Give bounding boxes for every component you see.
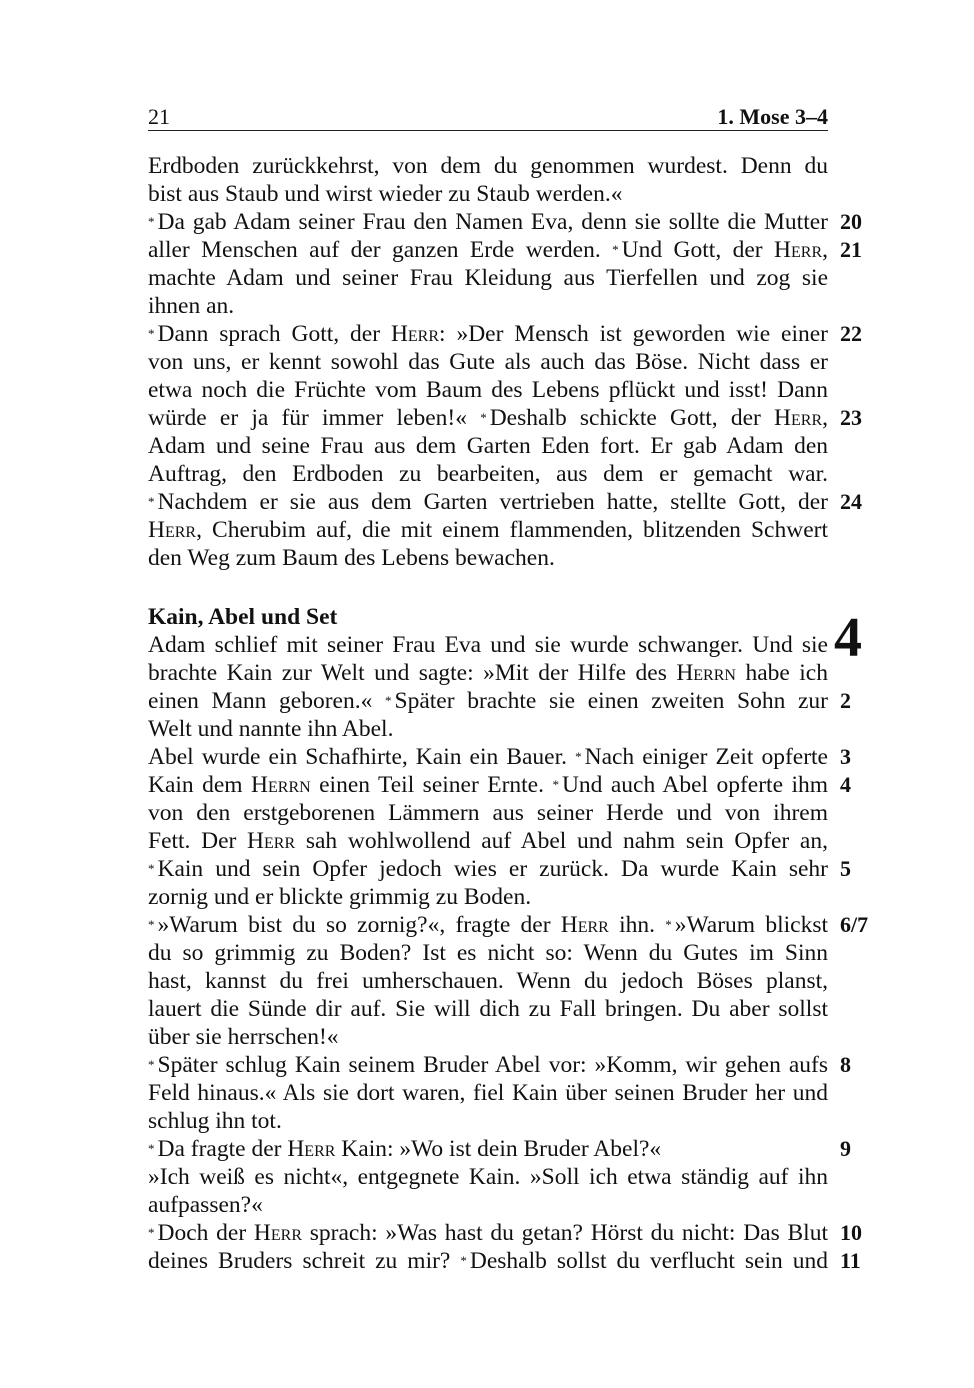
text-line: brachte Kain zur Welt und sagte: »Mit der Hilfe des Herrn habe ich [148,660,828,686]
verse-number: 3 [840,744,851,769]
text-line: den Weg zum Baum des Lebens bewachen. [148,545,555,571]
chapter-reference: 1. Mose 3–4 [717,104,828,129]
text-line: Auftrag, den Erdboden zu bearbeiten, aus dem er gemacht war. [148,461,828,487]
text-line: schlug ihn tot. [148,1108,282,1134]
text-line: etwa noch die Früchte vom Baum des Lebens pflückt und isst! Dann [148,377,828,403]
text-line: hast, kannst du frei umherschauen. Wenn du jedoch Böses planst, [148,968,828,994]
text-line: Adam und seine Frau aus dem Garten Eden fort. Er gab Adam den [148,433,828,459]
text-line: einen Mann geboren.« * Später brachte sie einen zweiten Sohn zur [148,688,828,714]
text-line: Abel wurde ein Schafhirte, Kain ein Bauer. * Nach einiger Zeit opferte [148,744,828,770]
verse-number: 20 [840,209,862,234]
text-line: Kain dem Herrn einen Teil seiner Ernte. * Und auch Abel opferte ihm [148,772,829,798]
text-line: bist aus Staub und wirst wieder zu Staub werden.« [148,181,623,207]
text-line: * Da fragte der Herr Kain: »Wo ist dein Bruder Abel?« [148,1136,662,1162]
verse-number: 10 [840,1220,862,1245]
verse-number: 9 [840,1136,851,1161]
text-line: deines Bruders schreit zu mir? * Deshalb sollst du verflucht sein und [148,1248,829,1274]
text-line: * Nachdem er sie aus dem Garten vertrieben hatte, stellte Gott, der [148,489,828,515]
text-line: * Da gab Adam seiner Frau den Namen Eva, denn sie sollte die Mutter [148,209,828,235]
verse-number: 5 [840,856,851,881]
text-line: »Ich weiß es nicht«, entgegnete Kain. »Soll ich etwa ständig auf ihn [148,1164,828,1190]
text-line: Adam schlief mit seiner Frau Eva und sie wurde schwanger. Und sie [148,632,828,658]
text-line: aufpassen?« [148,1192,263,1218]
text-line: von uns, er kennt sowohl das Gute als auch das Böse. Nicht dass er [148,349,828,375]
text-line: Fett. Der Herr sah wohlwollend auf Abel und nahm sein Opfer an, [148,828,828,854]
text-line: würde er ja für immer leben!« * Deshalb schickte Gott, der Herr, [148,405,828,431]
text-line: * »Warum bist du so zornig?«, fragte der Herr ihn. * »Warum blickst [148,912,828,938]
verse-number: 6/7 [840,912,869,937]
text-line: machte Adam und seiner Frau Kleidung aus Tierfellen und zog sie [148,265,828,291]
text-line: Welt und nannte ihn Abel. [148,716,394,742]
text-line: aller Menschen auf der ganzen Erde werden. * Und Gott, der Herr, [148,237,828,263]
verse-number: 21 [840,237,862,262]
verse-number: 4 [840,772,851,797]
text-line: Erdboden zurückkehrst, von dem du genommen wurdest. Denn du [148,153,828,179]
text-line: lauert die Sünde dir auf. Sie will dich zu Fall bringen. Du aber sollst [148,996,828,1022]
page-number: 21 [148,104,170,129]
text-line: * Kain und sein Opfer jedoch wies er zurück. Da wurde Kain sehr [148,856,828,882]
text-line: ihnen an. [148,293,235,319]
text-line: * Später schlug Kain seinem Bruder Abel vor: »Komm, wir gehen aufs [148,1052,828,1078]
verse-number: 22 [840,321,862,346]
chapter-number: 4 [834,607,862,669]
text-line: * Doch der Herr sprach: »Was hast du getan? Hörst du nicht: Das Blut [148,1220,828,1246]
verse-number: 8 [840,1052,851,1077]
text-line: * Dann sprach Gott, der Herr: »Der Mensch ist geworden wie einer [148,321,828,347]
text-line: Feld hinaus.« Als sie dort waren, fiel Kain über seinen Bruder her und [148,1080,828,1106]
text-line: zornig und er blickte grimmig zu Boden. [148,884,532,910]
verse-number: 11 [840,1248,861,1273]
text-line: über sie herrschen!« [148,1024,339,1050]
verse-number: 2 [840,688,851,713]
text-line: von den erstgeborenen Lämmern aus seiner Herde und von ihrem [148,800,828,826]
running-header [148,104,828,131]
verse-number: 24 [840,489,862,514]
verse-number: 23 [840,405,862,430]
text-line: du so grimmig zu Boden? Ist es nicht so: Wenn du Gutes im Sinn [148,940,828,966]
section-heading: Kain, Abel und Set [148,604,338,630]
text-line: Herr, Cherubim auf, die mit einem flammenden, blitzenden Schwert [148,517,828,543]
